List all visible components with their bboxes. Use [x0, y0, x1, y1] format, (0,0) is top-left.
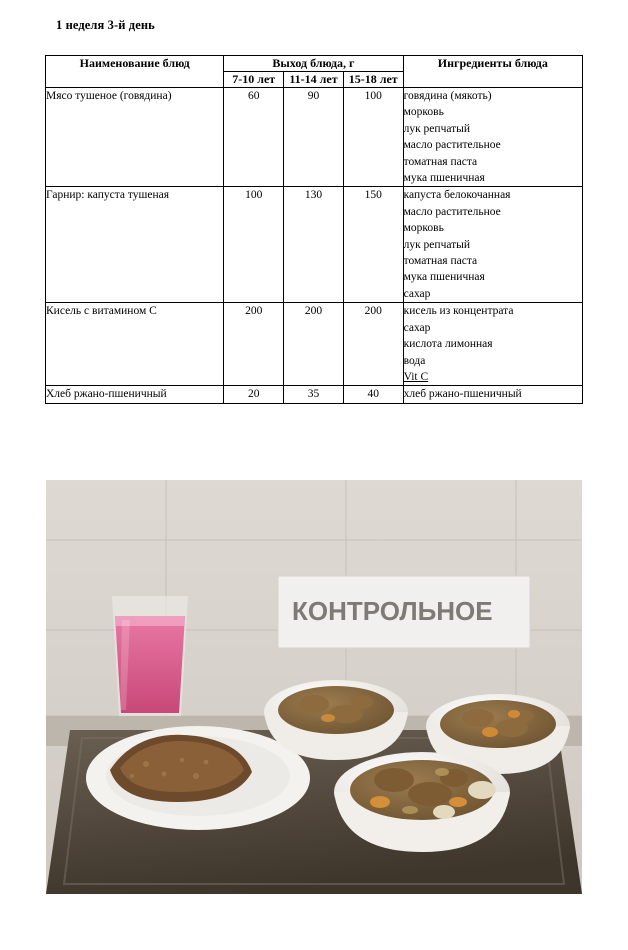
ingredient-item [404, 369, 582, 385]
header-dish-name: Наименование блюд [46, 56, 224, 88]
ingredient-item: кислота лимонная [403, 338, 493, 351]
ingredient-item: говядина (мякоть) [403, 90, 492, 102]
cell-ingredients [403, 187, 582, 303]
ingredient-item: капуста белокочанная [403, 189, 511, 202]
ingredient-item: мука пшеничная [403, 172, 485, 185]
cell-dish-name: Хлеб ржано-пшеничный [46, 386, 224, 403]
table-row [46, 303, 583, 386]
header-yield-group: Выход блюда, г [224, 56, 403, 72]
table-row [46, 187, 583, 303]
cell-yield-15-18: 100 [343, 88, 403, 187]
table-row [46, 88, 583, 187]
ingredient-item: вода [403, 354, 426, 367]
svg-text:КОНТРОЛЬНОЕ: КОНТРОЛЬНОЕ [292, 596, 493, 626]
ingredient-vitc-label: Vit C [403, 370, 429, 383]
cell-ingredients [403, 303, 582, 386]
cell-yield-11-14: 130 [284, 187, 344, 303]
ingredient-item: томатная паста [403, 155, 478, 168]
ingredient-item: хлеб ржано-пшеничный [403, 388, 522, 401]
header-age-7-10: 7-10 лет [224, 72, 284, 88]
cell-yield-7-10: 100 [224, 187, 284, 303]
ingredient-item: томатная паста [403, 255, 478, 268]
cell-dish-name: Кисель с витамином С [46, 303, 224, 386]
ingredient-item: лук репчатый [403, 238, 471, 251]
table-row [46, 386, 583, 403]
page-title: 1 неделя 3-й день [56, 18, 155, 32]
meal-photo [46, 480, 582, 894]
ingredient-item: мука пшеничная [403, 271, 485, 284]
ingredient-item: сахар [403, 287, 431, 300]
ingredient-item: морковь [403, 222, 444, 235]
ingredient-item: сахар [403, 321, 431, 334]
menu-table [45, 55, 583, 404]
ingredient-item: морковь [403, 106, 444, 119]
meal-photo-image [46, 480, 582, 894]
cell-yield-11-14: 200 [284, 303, 344, 386]
header-ingredients: Ингредиенты блюда [403, 56, 582, 88]
cell-yield-15-18: 150 [343, 187, 403, 303]
cell-ingredients [403, 88, 582, 187]
cell-yield-15-18: 40 [343, 386, 403, 403]
header-age-11-14: 11-14 лет [284, 72, 344, 88]
header-age-15-18: 15-18 лет [343, 72, 403, 88]
ingredient-item: лук репчатый [403, 122, 471, 135]
cell-yield-11-14: 90 [284, 88, 344, 187]
cell-dish-name: Мясо тушеное (говядина) [46, 88, 224, 187]
cell-yield-7-10: 200 [224, 303, 284, 386]
ingredient-item: масло растительное [403, 139, 501, 152]
cell-yield-7-10: 60 [224, 88, 284, 187]
cell-ingredients [403, 386, 582, 403]
ingredient-item: масло растительное [403, 205, 501, 218]
cell-yield-15-18: 200 [343, 303, 403, 386]
cell-yield-11-14: 35 [284, 386, 344, 403]
ingredient-item: кисель из концентрата [403, 305, 514, 318]
cell-yield-7-10: 20 [224, 386, 284, 403]
cell-dish-name: Гарнир: капуста тушеная [46, 187, 224, 303]
table-header-row-1 [46, 56, 583, 72]
